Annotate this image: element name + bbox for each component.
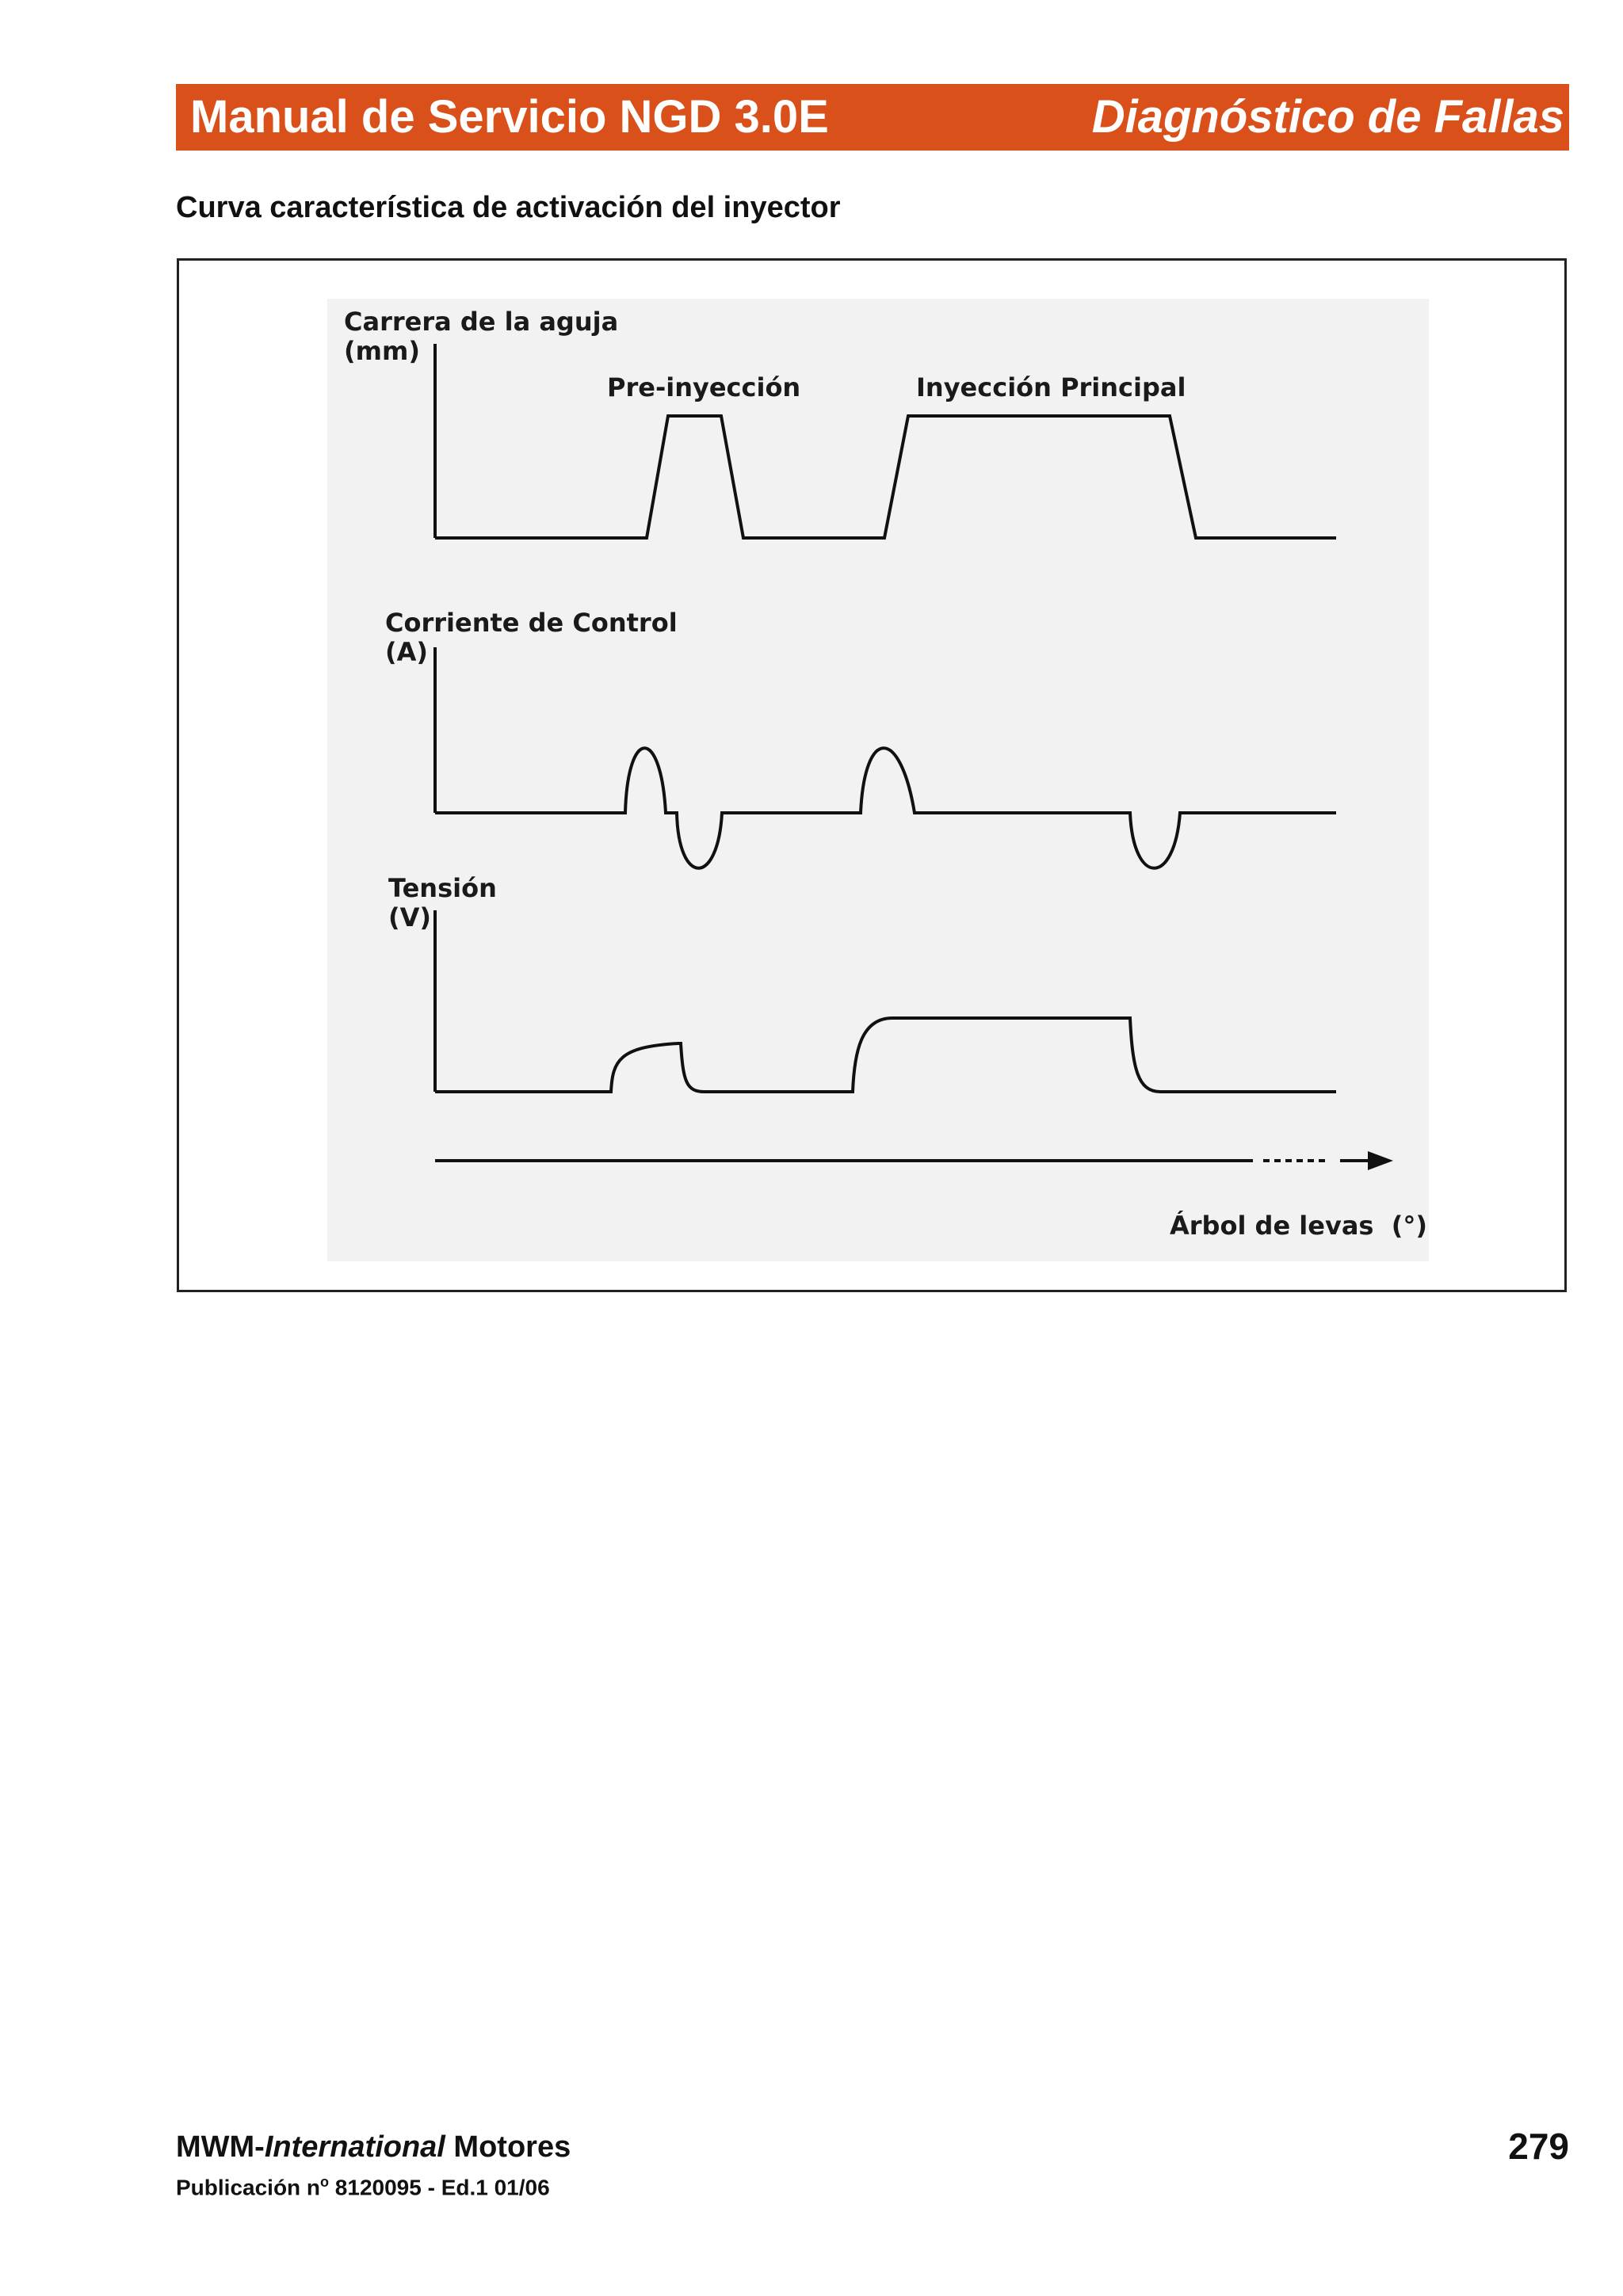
page-number: 279 (1508, 2126, 1569, 2167)
header-bar (176, 84, 1569, 151)
brand-suffix: Motores (445, 2130, 571, 2164)
voltage-unit: (V) (388, 902, 432, 933)
injector-activation-figure (177, 258, 1567, 1292)
voltage-label: Tensión (388, 873, 497, 903)
footer-brand (176, 2130, 571, 2164)
publication-suffix: 8120095 - Ed.1 01/06 (329, 2175, 550, 2200)
control-current-unit: (A) (385, 637, 429, 667)
camshaft-axis-label: Árbol de levas (°) (1170, 1211, 1427, 1241)
diagram-background (327, 299, 1429, 1261)
needle-lift-unit: (mm) (344, 336, 420, 366)
needle-lift-label: Carrera de la aguja (344, 307, 619, 337)
brand-italic: International (264, 2130, 445, 2164)
control-current-label: Corriente de Control (385, 608, 678, 638)
injector-diagram (179, 261, 1564, 1290)
chapter-title: Diagnóstico de Fallas (1091, 91, 1564, 143)
manual-title: Manual de Servicio NGD 3.0E (190, 91, 829, 143)
brand-prefix: MWM- (176, 2130, 265, 2164)
pre-injection-label: Pre-inyección (607, 372, 801, 402)
publication-prefix: Publicación n (176, 2175, 321, 2200)
section-title: Curva característica de activación del inyector (176, 191, 841, 224)
publication-info (176, 2169, 550, 2200)
publication-sup: o (320, 2174, 330, 2190)
main-injection-label: Inyección Principal (916, 372, 1186, 402)
